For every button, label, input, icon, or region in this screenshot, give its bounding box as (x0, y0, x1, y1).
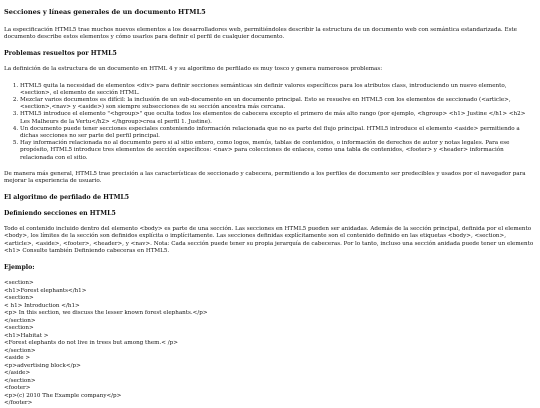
problems-intro: La definición de la estructura de un documento en HTML 4 y su algoritmo de perfilado es muy tosco y genera numerosos problemas: (4, 66, 383, 73)
code-line: < h1> Introduction </h1> (4, 302, 80, 309)
code-line: <Forest elephants do not live in trees but among them.< /p> (4, 340, 178, 347)
problems-heading: Problemas resueltos por HTML5 (4, 50, 117, 58)
summary-paragraph: De manera más general, HTML5 trae precisión a las características de seccionado y cabecera, permitiendo a los perfiles de documento ser predecibles y usados por el navegador para mejorar la experiencia de usuario. (4, 170, 526, 185)
code-line: <aside > (4, 355, 31, 362)
document-title: Secciones y líneas generales de un documento HTML5 (4, 8, 206, 16)
code-line: </section> (4, 377, 36, 384)
problems-list (4, 83, 536, 162)
code-line: <h1>Forest elephants</h1> (4, 287, 87, 294)
sections-heading: Definiendo secciones en HTML5 (4, 210, 116, 218)
code-line: <section> (4, 280, 34, 287)
code-line: <section> (4, 325, 34, 332)
code-line: <p> In this section, we discuss the lesser known forest elephants.</p> (4, 310, 208, 317)
problem-item: 4. Un documento puede tener secciones especiales conteniendo información relacionada que no es parte del flujo principal. HTML5 introduce el elemento <aside> permitiendo a dichas secciones no ser parte del perfil principal. (20, 126, 536, 140)
code-line: <p>advertising block</p> (4, 362, 81, 369)
code-line: <section> (4, 295, 34, 302)
algorithm-heading: El algoritmo de perfilado de HTML5 (4, 194, 130, 202)
intro-paragraph: La especificación HTML5 trae muchos nuevos elementos a los desarrolladores web, permitiéndoles describir la estructura de un documento web con semántica estandarizada. Este documento describe estos elementos y cómo usarlos para definir el perfil de cualquier documento. (4, 27, 517, 41)
sections-paragraph: Todo el contenido incluido dentro del elemento <body> es parte de una sección. Las secciones en HTML5 pueden ser anidadas. Además de la sección principal, definida por el elemento <body>, los límites de la sección son definidos explícita o implícitamente. Las secciones definidas explícitamente son el contenido definido en las etiquetas <body>, <section>, <article>, <aside>, <footer>, <header>, y <nav>. Nota: Cada sección puede tener su propia jerarquía de cabeceras. Por lo tanto, incluso una sección anidada puede tener un elemento <h1> Consulte también Definiendo cabeceras en HTML5. (4, 226, 534, 254)
code-line: <h1>Habitat > (4, 332, 49, 339)
code-line: </section> (4, 347, 36, 354)
code-line: </aside> (4, 370, 31, 377)
code-example (4, 280, 536, 408)
code-line: </footer> (4, 400, 33, 407)
problem-item: 5. Hay información relacionada no al documento pero si al sitio entero, como logos, menús, tablas de contenidos, o información de derechos de autor y notas legales. Para ese propósito, HTML5 introduce tres elementos de sección específicos: <nav> para colecciones de enlaces, como una tabla de contenidos, <footer> y <header> información relacionada con el sitio. (20, 140, 536, 162)
problem-item: 1. HTML5 quita la necesidad de elementos <div> para definir secciones semánticas sin definir valores específicos para los atributos class, introduciendo un nuevo elemento, <section>, el elemento de sección HTML. (20, 83, 536, 97)
example-heading: Ejemplo: (4, 264, 35, 272)
problem-item: 3. HTML5 introduce el elemento "<hgroup>" que oculta todos los elementos de cabecera excepto el primero de más alto rango (por ejemplo, <hgroup> <h1> Justine </h1> <h2> Les Malheurs de la Vertu</h2> </hgroup>crea el perfil 1. Justine). (20, 111, 536, 125)
code-line: <p>(c) 2010 The Example company</p> (4, 392, 122, 399)
code-line: </section> (4, 317, 36, 324)
code-line: <footer> (4, 385, 31, 392)
problem-item: 2. Mezclar varios documentos es difícil: la inclusión de un sub-documento en un documento principal. Esto se resuelve en HTML5 con los elementos de seccionado (<article>,<section>,<nav> y <aside>) son siempre subsecciones de su sección ancestra más cercana. (20, 97, 536, 111)
